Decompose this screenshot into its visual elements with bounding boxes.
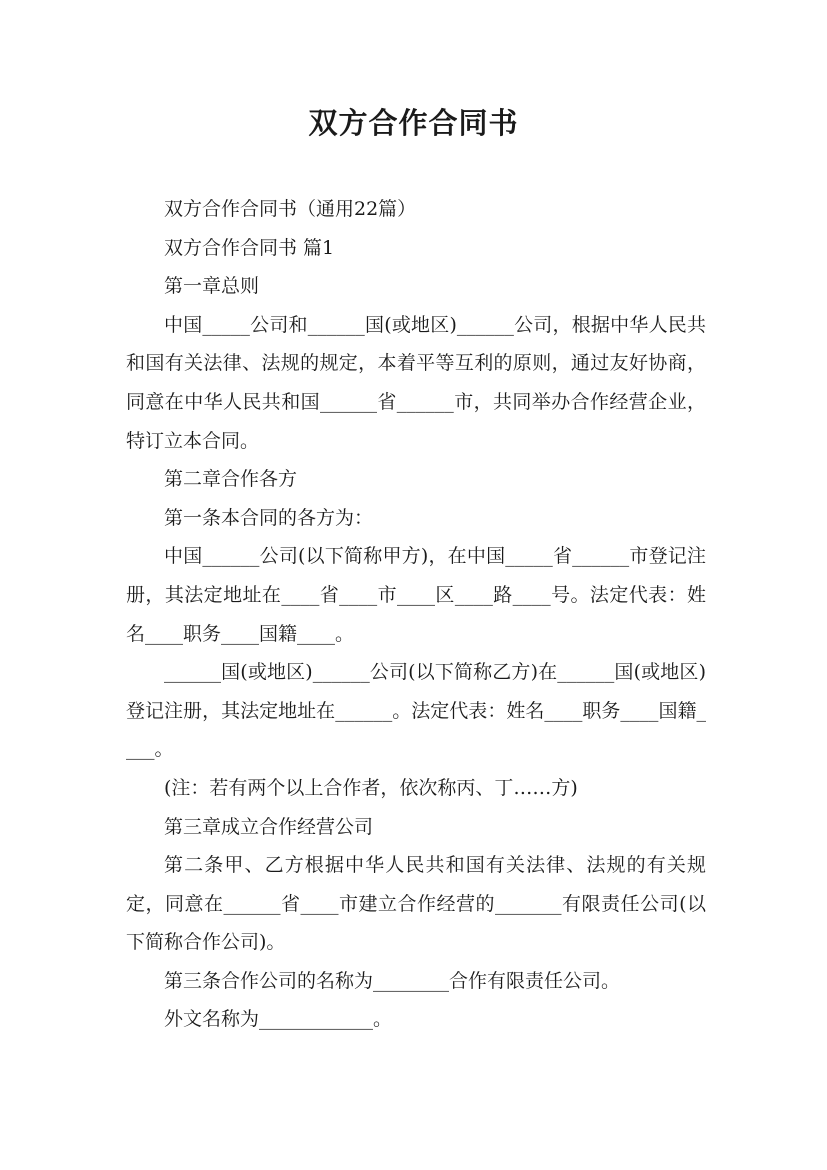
article-2: 第二条甲、乙方根据中华人民共和国有关法律、法规的有关规定，同意在______省____市建立合作经营的_______有限责任公司(以下简称合作公司)。 [126,854,706,954]
document-body [126,190,706,1039]
paragraph-party-a: 中国______公司(以下简称甲方)，在中国_____省______市登记注册，其法定地址在____省____市____区____路____号。法定代表：姓名____职务____国籍____。 [126,545,706,645]
article-1-heading: 第一条本合同的各方为： [164,506,374,529]
article-3: 第三条合作公司的名称为________合作有限责任公司。 [164,969,621,992]
document-title: 双方合作合同书 [308,106,519,140]
paragraph-foreign-name: 外文名称为____________。 [164,1008,393,1031]
paragraph-part-heading: 双方合作合同书 篇1 [164,236,335,259]
chapter-heading-1: 第一章总则 [164,275,260,298]
chapter-heading-2: 第二章合作各方 [164,468,298,491]
paragraph-subtitle: 双方合作合同书（通用22篇） [164,198,417,220]
chapter-heading-3: 第三章成立合作经营公司 [164,815,374,838]
paragraph-preamble: 中国_____公司和______国(或地区)______公司，根据中华人民共和国有关法律、法规的规定，本着平等互利的原则，通过友好协商，同意在中华人民共和国______省______市，共同举办合作经营企业，特订立本合同。 [126,313,706,452]
paragraph-party-b: ______国(或地区)______公司(以下简称乙方)在______国(或地区)登记注册，其法定地址在______。法定代表：姓名____职务____国籍____。 [126,661,706,761]
paragraph-note: (注：若有两个以上合作者，依次称丙、丁……方) [164,776,578,799]
